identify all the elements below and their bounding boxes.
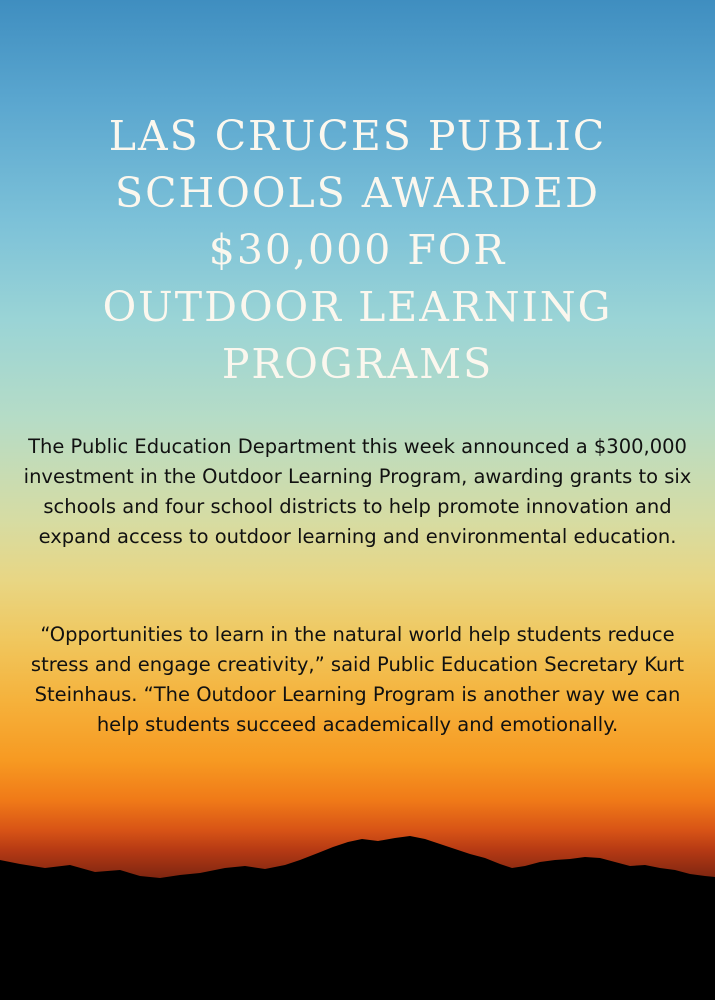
headline (60, 108, 655, 393)
headline-line-5: PROGRAMS (221, 340, 494, 388)
headline-line-2: SCHOOLS AWARDED (115, 169, 600, 217)
mountain-silhouette (0, 820, 715, 1000)
quote-paragraph: “Opportunities to learn in the natural world help students reduce stress and engage creativity,” said Public Education Secretary Kurt Steinhaus. “The Outdoor Learning Program is another way we can help students succeed academically and emotionally. (30, 623, 685, 736)
announcement-paragraph: The Public Education Department this week announced a $300,000 investment in the Outdoor Learning Program, awarding grants to six schools and four school districts to help promote innovation and expand access to outdoor learning and environmental education. (23, 435, 692, 548)
headline-line-3: $30,000 FOR (208, 226, 507, 274)
headline-line-4: OUTDOOR LEARNING (102, 283, 613, 331)
headline-line-1: LAS CRUCES PUBLIC (108, 112, 607, 160)
